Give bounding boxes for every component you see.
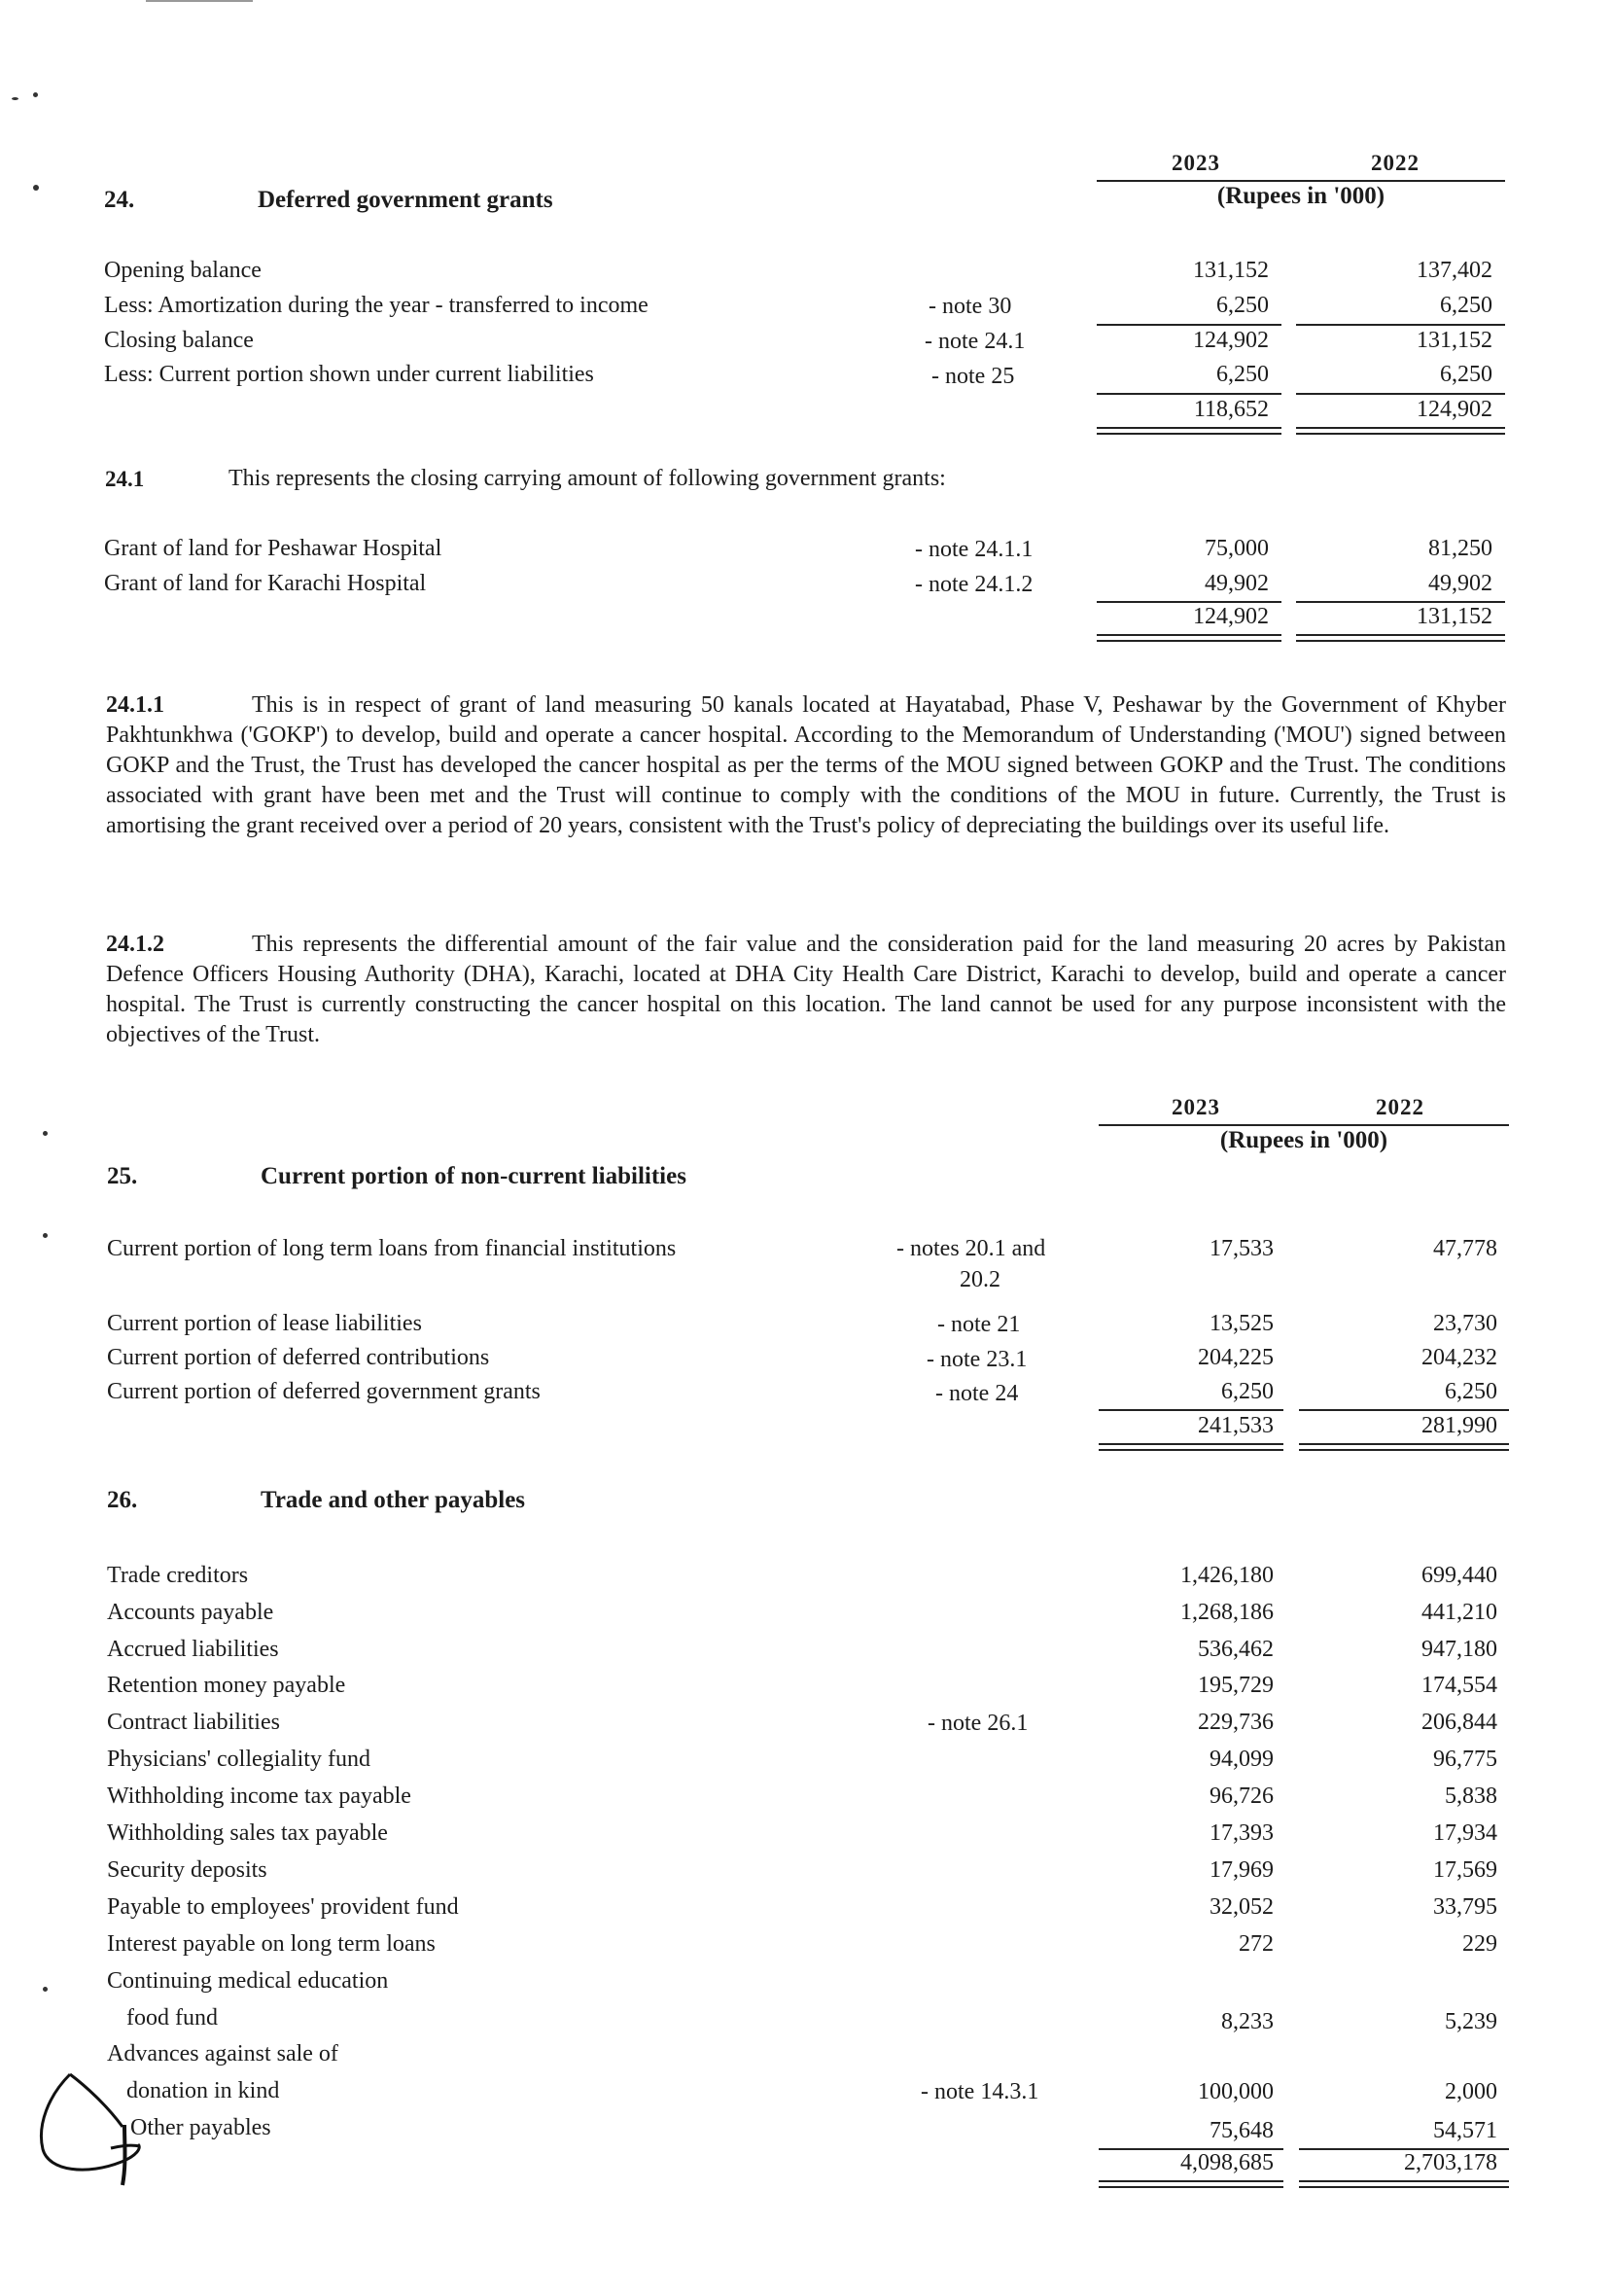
s26-row-label: Withholding income tax payable bbox=[107, 1784, 411, 1809]
s25-row-2022: 23,730 bbox=[1433, 1311, 1497, 1336]
s24-1-row-2023: 75,000 bbox=[1205, 536, 1269, 561]
scan-mark bbox=[43, 1131, 48, 1136]
subtotal-rule bbox=[1097, 393, 1281, 395]
s26-row-2023: 195,729 bbox=[1198, 1673, 1274, 1698]
s24-total-2022: 124,902 bbox=[1417, 397, 1492, 422]
s26-row-label: Accounts payable bbox=[107, 1600, 274, 1625]
note-24-1-1-text: This is in respect of grant of land measuring 50 kanals located at Hayatabad, Phase V, Peshawar by the Government of Khyber Pakhtunkhwa ('GOKP') to develop, build and operate a cancer hospital. According to the Memorandum of Understanding ('MOU') signed between GOKP and the Trust, the Trust has developed the cancer hospital as per the terms of the MOU signed between GOKP and the Trust. The conditions associated with grant have been met and the Trust will continue to comply with the conditions of the MOU in future. Currently, the Trust is amortising the grant received over a period of 20 years, consistent with the Trust's policy of depreciating the buildings over its useful life. bbox=[106, 692, 1506, 838]
s26-row-2022: 17,934 bbox=[1433, 1820, 1497, 1846]
section-26-title: Trade and other payables bbox=[261, 1487, 526, 1513]
note-24-1-1-paragraph bbox=[106, 690, 1506, 841]
s26-row-2023: 272 bbox=[1239, 1931, 1274, 1957]
s24-row-2022: 6,250 bbox=[1440, 293, 1492, 318]
s26-row-2023: 100,000 bbox=[1198, 2079, 1274, 2104]
column-header-2023: 2023 bbox=[1172, 1095, 1220, 1119]
s26-row-2022: 96,775 bbox=[1433, 1747, 1497, 1772]
s24-row-2023: 124,902 bbox=[1193, 328, 1269, 353]
s26-row-2022: 33,795 bbox=[1433, 1894, 1497, 1920]
s25-row-note: - note 23.1 bbox=[927, 1347, 1028, 1372]
s24-1-row-2023: 49,902 bbox=[1205, 571, 1269, 596]
s26-row-2023: 229,736 bbox=[1198, 1710, 1274, 1735]
total-double-rule bbox=[1296, 427, 1505, 435]
s26-row-2023: 1,426,180 bbox=[1180, 1563, 1274, 1588]
s26-row-2022: 5,838 bbox=[1445, 1784, 1497, 1809]
s25-row-label: Current portion of deferred contributions bbox=[107, 1345, 490, 1370]
s24-row-2022: 6,250 bbox=[1440, 362, 1492, 387]
subtotal-rule bbox=[1099, 1409, 1283, 1411]
s25-row-2022: 204,232 bbox=[1421, 1345, 1497, 1370]
s26-row-note: - note 14.3.1 bbox=[921, 2079, 1039, 2104]
s24-1-total-2023: 124,902 bbox=[1193, 604, 1269, 629]
section-24-1-text: This represents the closing carrying amount of following government grants: bbox=[228, 466, 946, 491]
s26-row-label-cont: donation in kind bbox=[126, 2078, 280, 2103]
s24-row-note: - note 24.1 bbox=[925, 329, 1026, 354]
header-rule bbox=[1097, 180, 1505, 182]
s25-row-label: Current portion of long term loans from financial institutions bbox=[107, 1236, 677, 1261]
s24-total-2023: 118,652 bbox=[1193, 397, 1269, 422]
s25-row-2022: 47,778 bbox=[1433, 1236, 1497, 1261]
subtotal-rule bbox=[1296, 393, 1505, 395]
s25-row-2022: 6,250 bbox=[1445, 1379, 1497, 1404]
s24-row-label: Less: Amortization during the year - transferred to income bbox=[104, 293, 649, 318]
s26-total-2022: 2,703,178 bbox=[1404, 2150, 1497, 2175]
s24-1-total-2022: 131,152 bbox=[1417, 604, 1492, 629]
s26-row-2023: 17,969 bbox=[1210, 1857, 1274, 1883]
s24-1-row-label: Grant of land for Peshawar Hospital bbox=[104, 536, 442, 561]
s26-row-2023: 17,393 bbox=[1210, 1820, 1274, 1846]
subtotal-rule bbox=[1296, 601, 1505, 603]
s26-row-label: Trade creditors bbox=[107, 1563, 249, 1588]
s26-row-2022: 229 bbox=[1462, 1931, 1497, 1957]
s26-total-2023: 4,098,685 bbox=[1180, 2150, 1274, 2175]
s26-row-2022: 699,440 bbox=[1421, 1563, 1497, 1588]
s24-1-row-label: Grant of land for Karachi Hospital bbox=[104, 571, 427, 596]
s25-total-2022: 281,990 bbox=[1421, 1413, 1497, 1438]
s26-row-label-cont: food fund bbox=[126, 2005, 218, 2031]
s25-row-2023: 13,525 bbox=[1210, 1311, 1274, 1336]
s26-row-label: Interest payable on long term loans bbox=[107, 1931, 436, 1957]
s24-row-label: Opening balance bbox=[104, 258, 262, 283]
s24-1-row-2022: 81,250 bbox=[1428, 536, 1492, 561]
s24-row-2022: 137,402 bbox=[1417, 258, 1492, 283]
s24-row-2023: 6,250 bbox=[1216, 362, 1269, 387]
handwritten-initials-signature bbox=[29, 2066, 156, 2193]
column-header-2022: 2022 bbox=[1371, 151, 1420, 175]
s25-total-2023: 241,533 bbox=[1198, 1413, 1274, 1438]
section-26-number: 26. bbox=[107, 1487, 138, 1513]
header-rule bbox=[1099, 1124, 1509, 1126]
s25-row-note: - note 24 bbox=[935, 1381, 1019, 1406]
total-double-rule bbox=[1097, 427, 1281, 435]
s26-row-2023: 8,233 bbox=[1221, 2009, 1274, 2034]
s26-row-2023: 75,648 bbox=[1210, 2118, 1274, 2143]
s26-row-2023: 1,268,186 bbox=[1180, 1600, 1274, 1625]
scan-mark bbox=[12, 97, 18, 100]
subtotal-rule bbox=[1299, 1409, 1509, 1411]
s26-row-2023: 94,099 bbox=[1210, 1747, 1274, 1772]
note-24-1-2-number: 24.1.2 bbox=[106, 932, 164, 957]
subtotal-rule bbox=[1097, 601, 1281, 603]
s26-row-2022: 17,569 bbox=[1433, 1857, 1497, 1883]
s24-row-2022: 131,152 bbox=[1417, 328, 1492, 353]
total-double-rule bbox=[1097, 634, 1281, 642]
scan-edge-mark bbox=[146, 0, 253, 2]
subtotal-rule bbox=[1097, 324, 1281, 326]
scan-mark bbox=[43, 1233, 48, 1238]
s26-row-2022: 2,000 bbox=[1445, 2079, 1497, 2104]
total-double-rule bbox=[1099, 2180, 1283, 2188]
s26-row-label: Physicians' collegiality fund bbox=[107, 1747, 370, 1772]
s25-row-2023: 6,250 bbox=[1221, 1379, 1274, 1404]
s24-1-row-note: - note 24.1.2 bbox=[915, 572, 1034, 597]
s26-row-label: Security deposits bbox=[107, 1857, 267, 1883]
total-double-rule bbox=[1296, 634, 1505, 642]
s26-row-2022: 174,554 bbox=[1421, 1673, 1497, 1698]
s26-row-label: Retention money payable bbox=[107, 1673, 346, 1698]
s25-row-2023: 17,533 bbox=[1210, 1236, 1274, 1261]
s26-row-2023: 536,462 bbox=[1198, 1637, 1274, 1662]
s26-row-2022: 5,239 bbox=[1445, 2009, 1497, 2034]
s26-row-label: Other payables bbox=[130, 2115, 271, 2140]
s26-row-2022: 54,571 bbox=[1433, 2118, 1497, 2143]
column-header-2023: 2023 bbox=[1172, 151, 1220, 175]
s26-row-label: Continuing medical education bbox=[107, 1968, 389, 1994]
section-24-title: Deferred government grants bbox=[258, 187, 553, 213]
total-double-rule bbox=[1099, 1443, 1283, 1451]
s25-row-note-cont: 20.2 bbox=[960, 1267, 1000, 1292]
section-25-number: 25. bbox=[107, 1163, 138, 1189]
column-header-2022: 2022 bbox=[1376, 1095, 1424, 1119]
s26-row-2022: 441,210 bbox=[1421, 1600, 1497, 1625]
note-24-1-2-text: This represents the differential amount of the fair value and the consideration paid for the land measuring 20 acres by Pakistan Defence Officers Housing Authority (DHA), Karachi, located at DHA City Health Care District, Karachi to develop, build and operate a cancer hospital. The Trust is currently constructing the cancer hospital on this location. The land cannot be used for any purpose inconsistent with the objectives of the Trust. bbox=[106, 932, 1506, 1047]
s25-row-label: Current portion of deferred government grants bbox=[107, 1379, 541, 1404]
s24-row-2023: 131,152 bbox=[1193, 258, 1269, 283]
s25-row-2023: 204,225 bbox=[1198, 1345, 1274, 1370]
s24-row-label: Less: Current portion shown under current liabilities bbox=[104, 362, 594, 387]
subtotal-rule bbox=[1296, 324, 1505, 326]
note-24-1-1-number: 24.1.1 bbox=[106, 692, 164, 718]
s24-row-label: Closing balance bbox=[104, 328, 254, 353]
s26-row-2023: 96,726 bbox=[1210, 1784, 1274, 1809]
s24-1-row-note: - note 24.1.1 bbox=[915, 537, 1034, 562]
column-header-unit: (Rupees in '000) bbox=[1219, 1127, 1388, 1153]
column-header-unit: (Rupees in '000) bbox=[1216, 183, 1385, 209]
scan-mark bbox=[33, 185, 39, 191]
note-24-1-2-paragraph bbox=[106, 930, 1506, 1050]
s24-1-row-2022: 49,902 bbox=[1428, 571, 1492, 596]
s26-row-2023: 32,052 bbox=[1210, 1894, 1274, 1920]
s25-row-note: - notes 20.1 and bbox=[896, 1236, 1046, 1261]
s24-row-2023: 6,250 bbox=[1216, 293, 1269, 318]
s26-row-label: Contract liabilities bbox=[107, 1710, 280, 1735]
s25-row-label: Current portion of lease liabilities bbox=[107, 1311, 422, 1336]
section-25-title: Current portion of non-current liabilities bbox=[261, 1163, 686, 1189]
s25-row-note: - note 21 bbox=[937, 1312, 1021, 1337]
s26-row-note: - note 26.1 bbox=[928, 1711, 1029, 1736]
scan-mark bbox=[33, 92, 38, 97]
s26-row-label: Accrued liabilities bbox=[107, 1637, 279, 1662]
section-24-number: 24. bbox=[104, 187, 135, 213]
section-24-1-number: 24.1 bbox=[105, 467, 145, 491]
s24-row-note: - note 25 bbox=[931, 364, 1015, 389]
s24-row-note: - note 30 bbox=[929, 294, 1012, 319]
scan-mark bbox=[43, 1987, 48, 1992]
s26-row-2022: 206,844 bbox=[1421, 1710, 1497, 1735]
s26-row-label: Payable to employees' provident fund bbox=[107, 1894, 459, 1920]
s26-row-2022: 947,180 bbox=[1421, 1637, 1497, 1662]
total-double-rule bbox=[1299, 2180, 1509, 2188]
s26-row-label: Withholding sales tax payable bbox=[107, 1820, 388, 1846]
total-double-rule bbox=[1299, 1443, 1509, 1451]
s26-row-label: Advances against sale of bbox=[107, 2041, 338, 2066]
